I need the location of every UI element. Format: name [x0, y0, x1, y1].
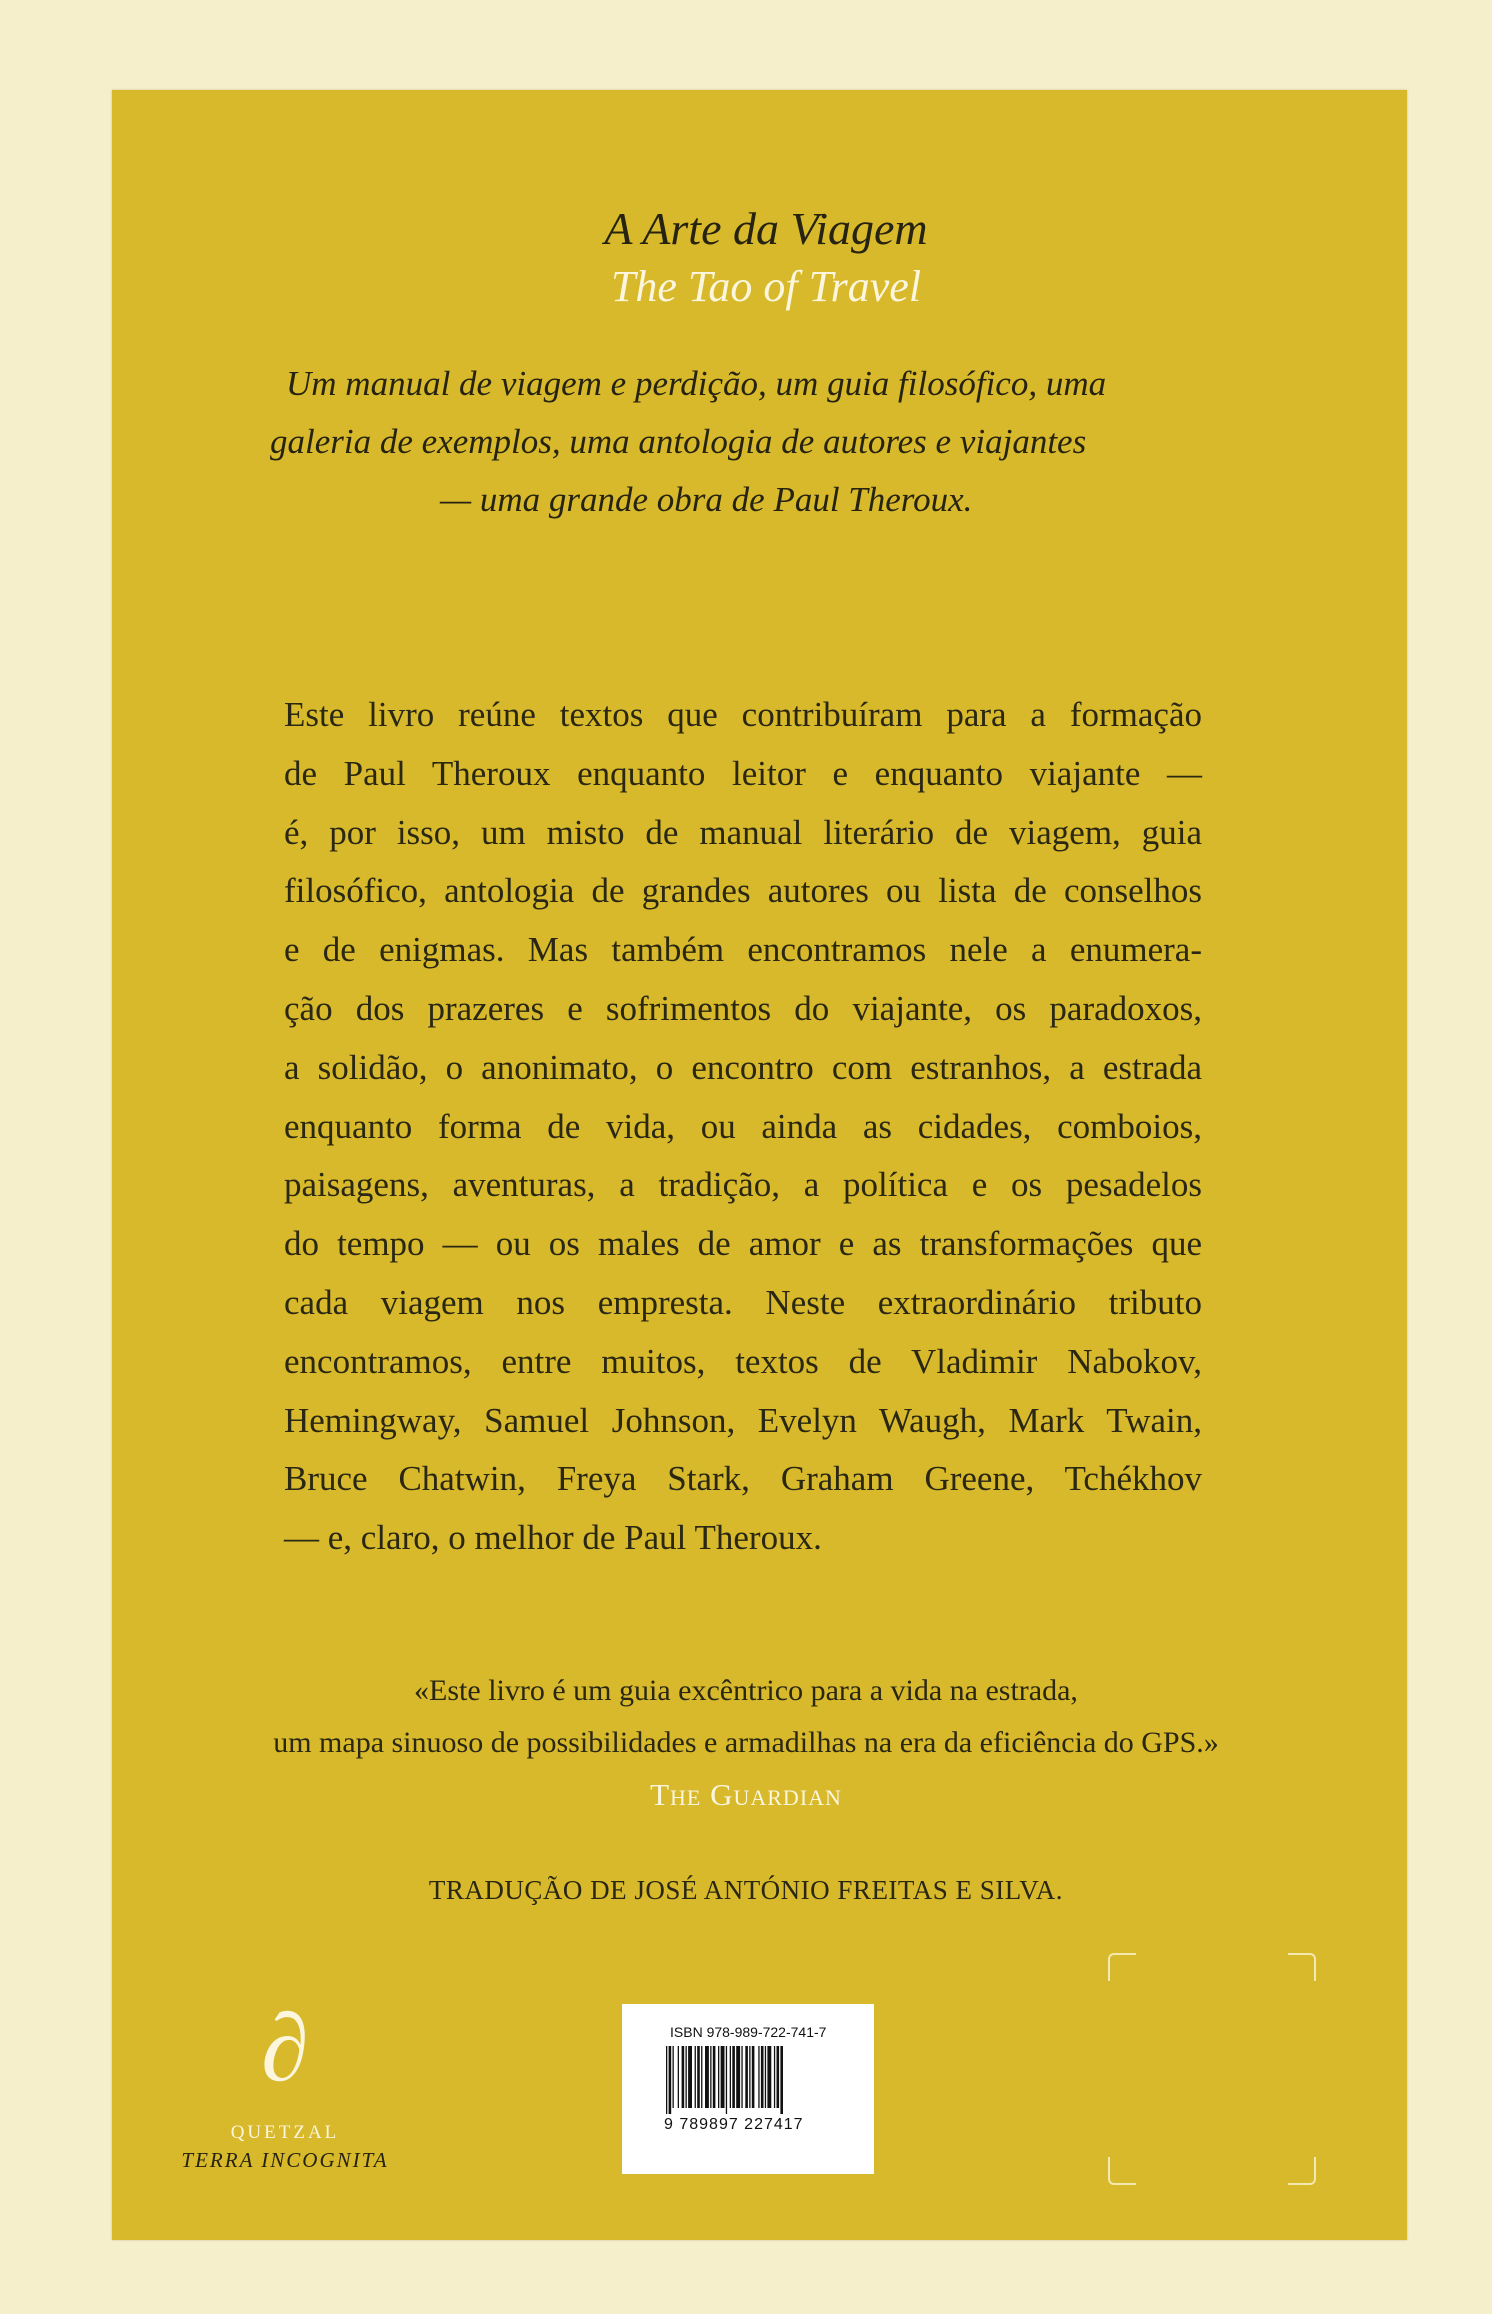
synopsis-line: Bruce Chatwin, Freya Stark, Graham Greene, Tchékhov	[284, 1459, 1202, 1499]
book-title: A Arte da Viagem	[604, 203, 928, 254]
barcode-bar	[682, 2046, 685, 2108]
barcode-bar	[697, 2046, 700, 2108]
quote-line: «Este livro é um guia excêntrico para a vida na estrada,	[414, 1674, 1078, 1707]
barcode-bar	[745, 2046, 748, 2108]
barcode-bar	[777, 2046, 780, 2108]
barcode-icon	[666, 2046, 832, 2114]
collection-name: TERRA INCOGNITA	[181, 2148, 389, 2172]
book-original-title: The Tao of Travel	[610, 262, 922, 311]
barcode-bar	[721, 2046, 725, 2108]
tagline-line: galeria de exemplos, uma antologia de autores e viajantes	[270, 422, 1087, 461]
barcode-bar	[732, 2046, 735, 2108]
publisher-block	[140, 1994, 430, 2144]
tagline-line: — uma grande obra de Paul Theroux.	[440, 480, 973, 519]
barcode-bar	[758, 2046, 759, 2108]
synopsis-line: filosófico, antologia de grandes autores ou lista de conselhos	[284, 871, 1202, 911]
synopsis-line: encontramos, entre muitos, textos de Vladimir Nabokov,	[284, 1341, 1202, 1381]
synopsis-line: é, por isso, um misto de manual literário de viagem, guia	[284, 812, 1202, 852]
quetzal-logo-icon: ∂	[261, 1994, 309, 2101]
synopsis-line: — e, claro, o melhor de Paul Theroux.	[284, 1518, 822, 1558]
barcode-bar	[761, 2046, 764, 2108]
barcode-bar	[678, 2046, 679, 2108]
synopsis-line: de Paul Theroux enquanto leitor e enquanto viajante —	[284, 753, 1202, 793]
sticker-outline	[1108, 1953, 1316, 2185]
sticker-corner	[1108, 1953, 1136, 1981]
barcode-bar	[767, 2046, 771, 2108]
barcode-bar	[752, 2046, 755, 2108]
tagline-line: Um manual de viagem e perdição, um guia filosófico, uma	[286, 364, 1107, 403]
barcode-digits: 9 789897 227417	[664, 2116, 804, 2133]
synopsis-line: enquanto forma de vida, ou ainda as cidades, comboios,	[284, 1106, 1202, 1146]
synopsis-line: paisagens, aventuras, a tradição, a política e os pesadelos	[284, 1165, 1202, 1205]
title-block	[0, 200, 1492, 316]
synopsis	[284, 686, 1202, 1568]
barcode-bar	[765, 2046, 766, 2108]
synopsis-line: Hemingway, Samuel Johnson, Evelyn Waugh, Mark Twain,	[284, 1400, 1202, 1440]
barcode-label	[622, 2004, 874, 2174]
synopsis-line: Este livro reúne textos que contribuíram para a formação	[284, 695, 1202, 734]
sticker-corner	[1108, 2157, 1136, 2185]
barcode-bar	[730, 2046, 731, 2108]
synopsis-line: a solidão, o anonimato, o encontro com estranhos, a estrada	[284, 1047, 1202, 1087]
sticker-corner	[1288, 1953, 1316, 1981]
barcode-bar	[726, 2046, 727, 2114]
isbn-text: ISBN 978-989-722-741-7	[670, 2024, 827, 2040]
barcode-bar	[673, 2046, 674, 2108]
barcode-bar	[688, 2046, 692, 2108]
barcode-bar	[666, 2046, 667, 2114]
quote-source: The Guardian	[650, 1777, 842, 1812]
barcode-bar	[718, 2046, 719, 2108]
barcode-bar	[686, 2046, 687, 2108]
barcode-bar	[741, 2046, 742, 2108]
quote-line: um mapa sinuoso de possibilidades e armadilhas na era da eficiência do GPS.»	[273, 1726, 1219, 1759]
tagline	[270, 355, 1230, 529]
barcode-bar	[695, 2046, 696, 2108]
barcode-bar	[710, 2046, 711, 2108]
publisher-name: QUETZAL	[230, 2122, 340, 2143]
synopsis-line: do tempo — ou os males de amor e as transformações que	[284, 1224, 1202, 1264]
barcode-bar	[713, 2046, 716, 2108]
translation-credit: TRADUÇÃO DE JOSÉ ANTÓNIO FREITAS E SILVA.	[428, 1875, 1064, 1905]
barcode-bar	[669, 2046, 672, 2114]
review-quote	[0, 1665, 1492, 1821]
barcode-bar	[736, 2046, 740, 2108]
sticker-corner	[1288, 2157, 1316, 2185]
barcode-bar	[705, 2046, 709, 2108]
barcode-bar	[780, 2046, 783, 2114]
barcode-bar	[774, 2046, 775, 2108]
synopsis-line: ção dos prazeres e sofrimentos do viajante, os paradoxos,	[284, 988, 1202, 1028]
barcode-bar	[749, 2046, 750, 2108]
synopsis-line: cada viagem nos empresta. Neste extraordinário tributo	[284, 1282, 1202, 1322]
barcode-bar	[701, 2046, 702, 2108]
synopsis-line: e de enigmas. Mas também encontramos nele a enumera-	[284, 930, 1202, 970]
